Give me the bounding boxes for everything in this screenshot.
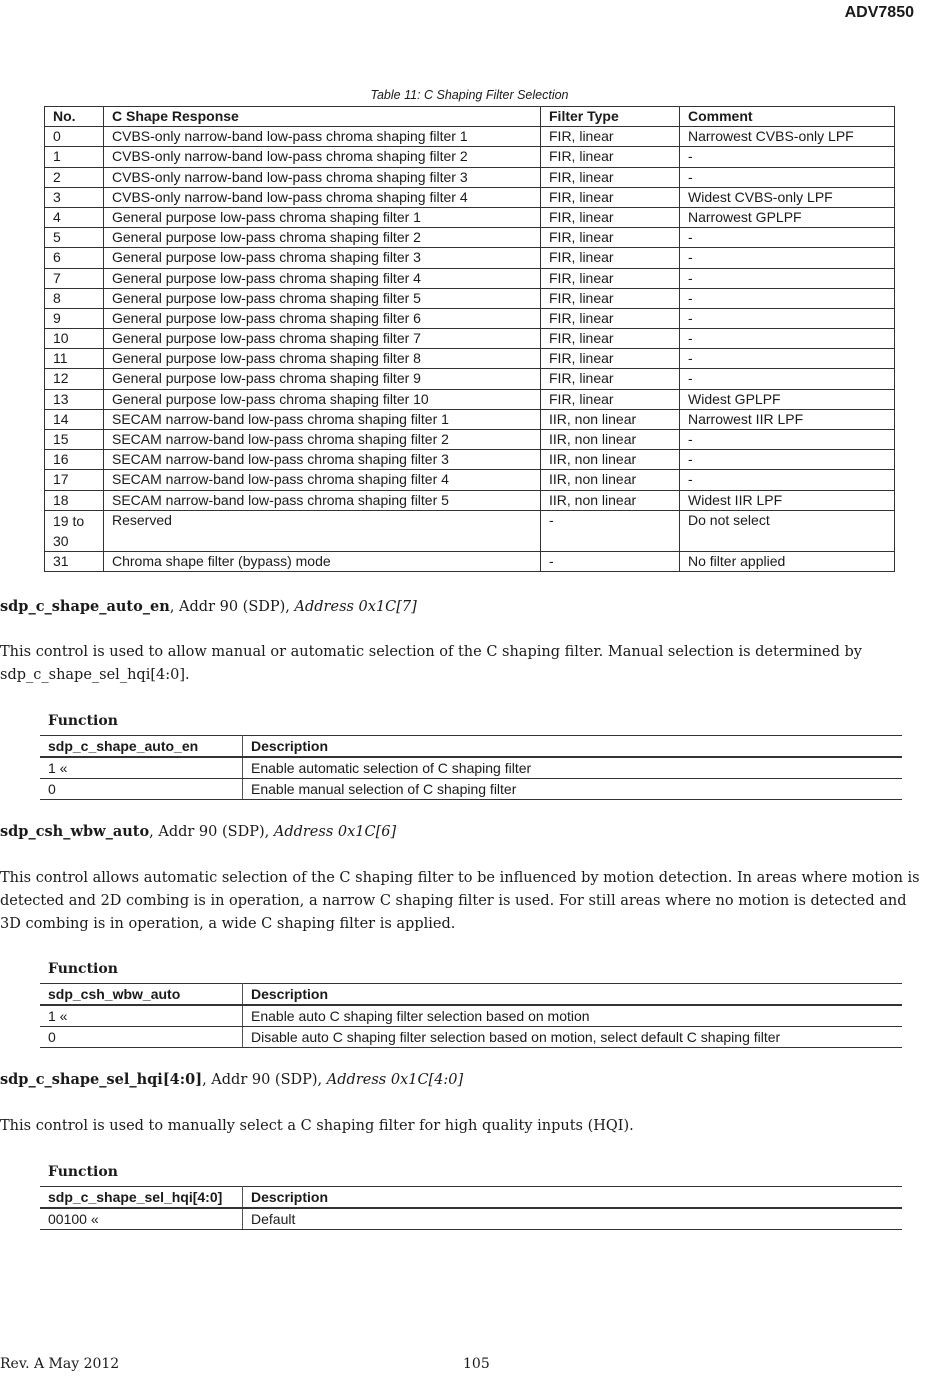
- cell-no: 1: [45, 147, 104, 167]
- table-row: [45, 288, 895, 308]
- register-description: This control allows automatic selection of the C shaping filter to be influenced by motion detection. In areas where motion is detected and 2D combing is in operation, a narrow C shaping filter is used. For still areas where no motion is detected and 3D combing is in operation, a wide C shaping filter is applied.: [0, 870, 920, 932]
- function-value: 0: [40, 779, 243, 800]
- function-col-name: sdp_c_shape_sel_hqi[4:0]: [40, 1187, 243, 1209]
- cell-response: CVBS-only narrow-band low-pass chroma shaping filter 3: [104, 167, 541, 187]
- cell-filter-type: FIR, linear: [541, 369, 680, 389]
- cell-no: 31: [45, 551, 104, 571]
- cell-filter-type: FIR, linear: [541, 127, 680, 147]
- cell-response: General purpose low-pass chroma shaping filter 1: [104, 207, 541, 227]
- function-col-name: sdp_csh_wbw_auto: [40, 984, 243, 1006]
- register-address: Address 0x1C[4:0]: [326, 1072, 464, 1088]
- function-col-description: Description: [243, 1187, 903, 1209]
- table-caption: Table 11: C Shaping Filter Selection: [370, 88, 569, 102]
- cell-comment: -: [680, 167, 895, 187]
- table-row: [45, 510, 895, 551]
- cell-filter-type: FIR, linear: [541, 167, 680, 187]
- table-row: [40, 779, 902, 800]
- function-value: 0: [40, 1027, 243, 1048]
- cell-comment: Widest CVBS-only LPF: [680, 187, 895, 207]
- cell-filter-type: FIR, linear: [541, 207, 680, 227]
- table-row: [40, 1208, 902, 1230]
- cell-filter-type: FIR, linear: [541, 308, 680, 328]
- register-heading-auto-en: [0, 598, 417, 615]
- cell-comment: -: [680, 450, 895, 470]
- cell-filter-type: FIR, linear: [541, 187, 680, 207]
- cell-response: SECAM narrow-band low-pass chroma shaping filter 2: [104, 430, 541, 450]
- cell-response: General purpose low-pass chroma shaping filter 4: [104, 268, 541, 288]
- cell-filter-type: IIR, non linear: [541, 450, 680, 470]
- cell-filter-type: FIR, linear: [541, 147, 680, 167]
- register-description: This control is used to manually select a C shaping filter for high quality inputs (HQI).: [0, 1118, 634, 1134]
- function-label: Function: [48, 1164, 118, 1180]
- cell-no: 17: [45, 470, 104, 490]
- cell-response: SECAM narrow-band low-pass chroma shaping filter 5: [104, 490, 541, 510]
- column-header-filter-type: Filter Type: [541, 107, 680, 127]
- page-number: 105: [463, 1356, 490, 1372]
- cell-no: 6: [45, 248, 104, 268]
- cell-filter-type: FIR, linear: [541, 248, 680, 268]
- table-row: [45, 430, 895, 450]
- cell-filter-type: IIR, non linear: [541, 490, 680, 510]
- cell-response: General purpose low-pass chroma shaping filter 10: [104, 389, 541, 409]
- register-address: Address 0x1C[7]: [294, 599, 417, 615]
- table-row: [45, 369, 895, 389]
- register-heading-wbw-auto: [0, 823, 396, 840]
- cell-comment: Do not select: [680, 510, 895, 551]
- cell-filter-type: FIR, linear: [541, 268, 680, 288]
- table-row: [45, 147, 895, 167]
- cell-response: General purpose low-pass chroma shaping filter 9: [104, 369, 541, 389]
- function-col-name: sdp_c_shape_auto_en: [40, 736, 243, 758]
- cell-response: General purpose low-pass chroma shaping filter 7: [104, 329, 541, 349]
- function-label: Function: [48, 961, 118, 977]
- cell-response: SECAM narrow-band low-pass chroma shaping filter 1: [104, 409, 541, 429]
- table-row: [45, 329, 895, 349]
- cell-no: 13: [45, 389, 104, 409]
- cell-comment: -: [680, 349, 895, 369]
- function-header-row: [40, 984, 902, 1006]
- table-row: [40, 1005, 902, 1027]
- cell-no: 2: [45, 167, 104, 187]
- column-header-response: C Shape Response: [104, 107, 541, 127]
- cell-comment: -: [680, 470, 895, 490]
- table-row: [45, 470, 895, 490]
- table-row: [45, 268, 895, 288]
- cell-filter-type: FIR, linear: [541, 349, 680, 369]
- cell-comment: Narrowest GPLPF: [680, 207, 895, 227]
- cell-filter-type: IIR, non linear: [541, 430, 680, 450]
- table-header-row: [45, 107, 895, 127]
- table-row: [45, 389, 895, 409]
- function-header-row: [40, 736, 902, 758]
- cell-no: 0: [45, 127, 104, 147]
- function-table-wbw-auto: [40, 983, 902, 1048]
- function-table-auto-en: [40, 735, 902, 800]
- cell-response: General purpose low-pass chroma shaping filter 3: [104, 248, 541, 268]
- function-description: Default: [243, 1208, 903, 1230]
- function-col-description: Description: [243, 984, 903, 1006]
- cell-comment: -: [680, 369, 895, 389]
- cell-no: 7: [45, 268, 104, 288]
- register-name: sdp_c_shape_sel_hqi[4:0]: [0, 1071, 203, 1088]
- function-table-sel-hqi: [40, 1186, 902, 1230]
- cell-comment: Widest IIR LPF: [680, 490, 895, 510]
- cell-response: General purpose low-pass chroma shaping filter 5: [104, 288, 541, 308]
- cell-comment: -: [680, 248, 895, 268]
- cell-response: General purpose low-pass chroma shaping filter 6: [104, 308, 541, 328]
- cell-no: 15: [45, 430, 104, 450]
- cell-comment: -: [680, 329, 895, 349]
- cell-filter-type: -: [541, 551, 680, 571]
- cell-response: CVBS-only narrow-band low-pass chroma shaping filter 2: [104, 147, 541, 167]
- table-row: [40, 1027, 902, 1048]
- register-name: sdp_csh_wbw_auto: [0, 823, 150, 840]
- cell-comment: Narrowest IIR LPF: [680, 409, 895, 429]
- cell-comment: -: [680, 147, 895, 167]
- cell-response: SECAM narrow-band low-pass chroma shaping filter 4: [104, 470, 541, 490]
- register-addr: , Addr 90 (SDP),: [202, 1072, 327, 1088]
- cell-no: 14: [45, 409, 104, 429]
- function-description: Enable automatic selection of C shaping filter: [243, 757, 903, 779]
- register-name: sdp_c_shape_auto_en: [0, 598, 170, 615]
- cell-comment: -: [680, 308, 895, 328]
- cell-no: 4: [45, 207, 104, 227]
- table-row: [45, 207, 895, 227]
- cell-response: SECAM narrow-band low-pass chroma shaping filter 3: [104, 450, 541, 470]
- function-value: 00100 «: [40, 1208, 243, 1230]
- cell-comment: -: [680, 288, 895, 308]
- table-row: [45, 248, 895, 268]
- cell-no: 18: [45, 490, 104, 510]
- cell-no: 16: [45, 450, 104, 470]
- cell-comment: -: [680, 430, 895, 450]
- register-addr: , Addr 90 (SDP),: [169, 599, 295, 615]
- cell-filter-type: IIR, non linear: [541, 409, 680, 429]
- table-row: [45, 127, 895, 147]
- table-row: [45, 308, 895, 328]
- function-label: Function: [48, 713, 118, 729]
- cell-comment: Widest GPLPF: [680, 389, 895, 409]
- cell-filter-type: FIR, linear: [541, 329, 680, 349]
- table-row: [45, 167, 895, 187]
- cell-no: 5: [45, 228, 104, 248]
- function-description: Enable auto C shaping filter selection based on motion: [243, 1005, 903, 1027]
- table-row: [45, 228, 895, 248]
- table-row: [45, 187, 895, 207]
- document-title: ADV7850: [844, 4, 914, 21]
- table-row: [45, 490, 895, 510]
- cell-response: Reserved: [104, 510, 541, 551]
- register-address: Address 0x1C[6]: [273, 824, 397, 840]
- function-description: Disable auto C shaping filter selection based on motion, select default C shaping filter: [243, 1027, 903, 1048]
- register-heading-sel-hqi: [0, 1071, 463, 1088]
- cell-no: 10: [45, 329, 104, 349]
- cell-filter-type: FIR, linear: [541, 288, 680, 308]
- table-body: [45, 127, 895, 572]
- register-addr: , Addr 90 (SDP),: [149, 824, 274, 840]
- cell-filter-type: FIR, linear: [541, 228, 680, 248]
- cell-comment: -: [680, 228, 895, 248]
- cell-response: CVBS-only narrow-band low-pass chroma shaping filter 4: [104, 187, 541, 207]
- cell-comment: No filter applied: [680, 551, 895, 571]
- c-shaping-filter-table: [44, 106, 895, 572]
- cell-filter-type: -: [541, 510, 680, 551]
- table-row: [45, 349, 895, 369]
- function-value: 1 «: [40, 757, 243, 779]
- cell-response: General purpose low-pass chroma shaping filter 2: [104, 228, 541, 248]
- table-row: [45, 450, 895, 470]
- table-row: [40, 757, 902, 779]
- cell-no: 9: [45, 308, 104, 328]
- cell-filter-type: FIR, linear: [541, 389, 680, 409]
- function-header-row: [40, 1187, 902, 1209]
- cell-no: 12: [45, 369, 104, 389]
- footer-revision: Rev. A May 2012: [0, 1356, 120, 1372]
- cell-comment: -: [680, 268, 895, 288]
- cell-response: CVBS-only narrow-band low-pass chroma shaping filter 1: [104, 127, 541, 147]
- cell-response: General purpose low-pass chroma shaping filter 8: [104, 349, 541, 369]
- cell-no: 11: [45, 349, 104, 369]
- cell-comment: Narrowest CVBS-only LPF: [680, 127, 895, 147]
- table-row: [45, 409, 895, 429]
- cell-filter-type: IIR, non linear: [541, 470, 680, 490]
- table-row: [45, 551, 895, 571]
- cell-no: 8: [45, 288, 104, 308]
- cell-no: 19 to 30: [45, 510, 104, 551]
- column-header-comment: Comment: [680, 107, 895, 127]
- cell-no: 3: [45, 187, 104, 207]
- function-col-description: Description: [243, 736, 903, 758]
- function-value: 1 «: [40, 1005, 243, 1027]
- register-description: This control is used to allow manual or automatic selection of the C shaping filter. Manual selection is determined by sdp_c_shape_sel_hqi[4:0].: [0, 644, 862, 683]
- column-header-no: No.: [45, 107, 104, 127]
- cell-response: Chroma shape filter (bypass) mode: [104, 551, 541, 571]
- function-description: Enable manual selection of C shaping filter: [243, 779, 903, 800]
